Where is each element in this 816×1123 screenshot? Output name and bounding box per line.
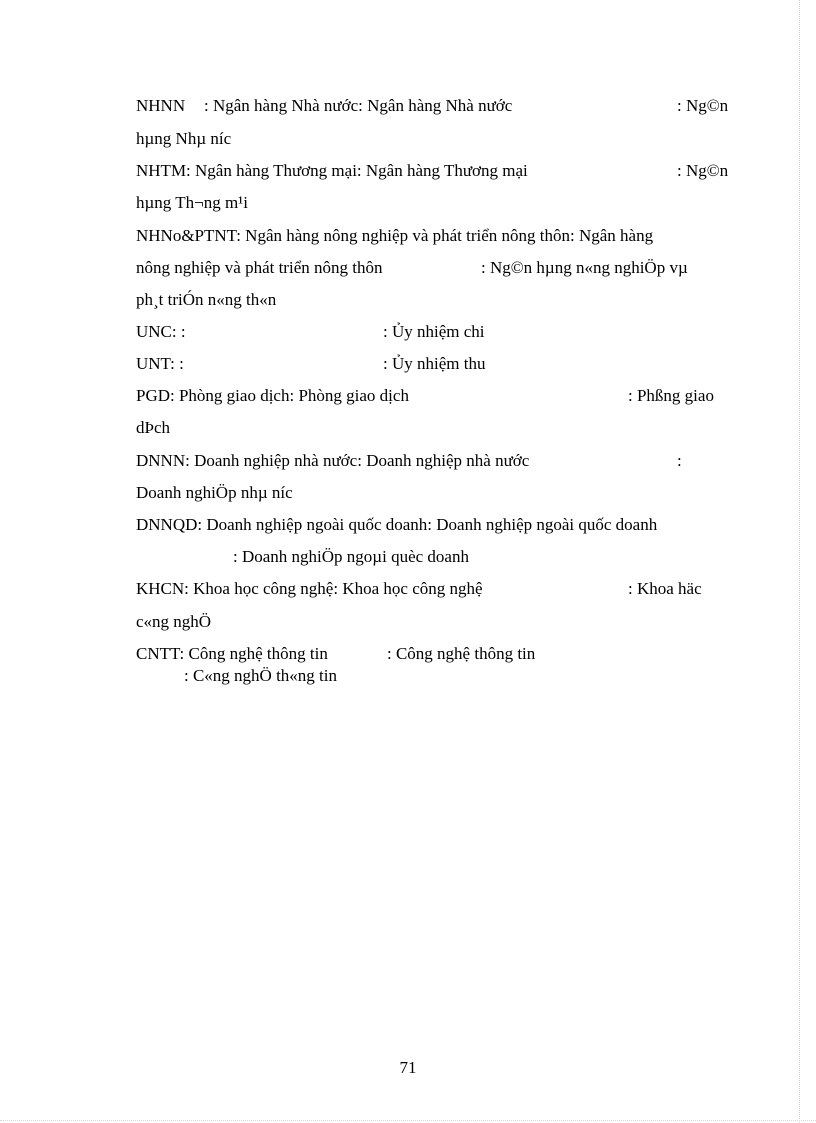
abbr-cntt-definition-repeat: : Công nghệ thông tin: [387, 644, 536, 663]
abbr-cntt-definition: CNTT: Công nghệ thông tin: [136, 644, 328, 663]
abbr-nhtm-legacy: : Ng©n: [677, 161, 729, 180]
abbr-nhno-legacy: : Ng©n hµng n«ng nghiÖp vµ: [481, 258, 688, 277]
abbr-unt-code: UNT: :: [136, 354, 184, 373]
abbr-pgd-definition: PGD: Phòng giao dịch: Phòng giao dịch: [136, 386, 409, 405]
abbr-khcn-line2: c«ng nghÖ: [136, 612, 212, 631]
page-edge-right: [799, 0, 800, 1123]
abbr-nhno-definition-cont: nông nghiệp và phát triển nông thôn: [136, 258, 383, 277]
page-number: 71: [399, 1058, 417, 1077]
abbr-nhnn-line2: hµng Nhµ níc: [136, 129, 232, 148]
abbr-nhnn-legacy: : Ng©n: [677, 96, 729, 115]
abbr-dnnqd-line1: DNNQD: Doanh nghiệp ngoài quốc doanh: Doanh nghiệp ngoài quốc doanh: [136, 515, 658, 534]
abbr-cntt-line2: : C«ng nghÖ th«ng tin: [184, 666, 338, 685]
abbr-pgd-line2: dÞch: [136, 418, 170, 437]
abbr-khcn-legacy: : Khoa häc: [628, 579, 702, 598]
abbr-nhnn-definition: : Ngân hàng Nhà nước: Ngân hàng Nhà nước: [204, 96, 513, 115]
abbr-pgd-legacy: : Phßng giao: [628, 386, 714, 405]
abbr-nhno-line1: NHNo&PTNT: Ngân hàng nông nghiệp và phát triển nông thôn: Ngân hàng: [136, 226, 654, 245]
abbr-unt-definition: : Ủy nhiệm thu: [383, 354, 486, 373]
abbr-dnnn-definition: DNNN: Doanh nghiệp nhà nước: Doanh nghiệp nhà nước: [136, 451, 530, 470]
abbr-nhnn-code: NHNN: [136, 96, 186, 115]
abbr-dnnqd-line2: : Doanh nghiÖp ngoµi quèc doanh: [233, 547, 469, 566]
abbr-nhtm-definition: NHTM: Ngân hàng Thương mại: Ngân hàng Thương mại: [136, 161, 528, 180]
abbr-dnnn-line2: Doanh nghiÖp nhµ níc: [136, 483, 293, 502]
abbr-nhtm-line2: hµng Th¬ng m¹i: [136, 193, 249, 212]
page-edge-bottom: [0, 1120, 816, 1121]
abbr-khcn-definition: KHCN: Khoa học công nghệ: Khoa học công nghệ: [136, 579, 483, 598]
abbr-unc-code: UNC: :: [136, 322, 186, 341]
abbr-dnnn-colon: :: [677, 451, 682, 470]
abbr-nhno-line3: ph¸t triÓn n«ng th«n: [136, 290, 277, 309]
abbr-unc-definition: : Ủy nhiệm chi: [383, 322, 485, 341]
